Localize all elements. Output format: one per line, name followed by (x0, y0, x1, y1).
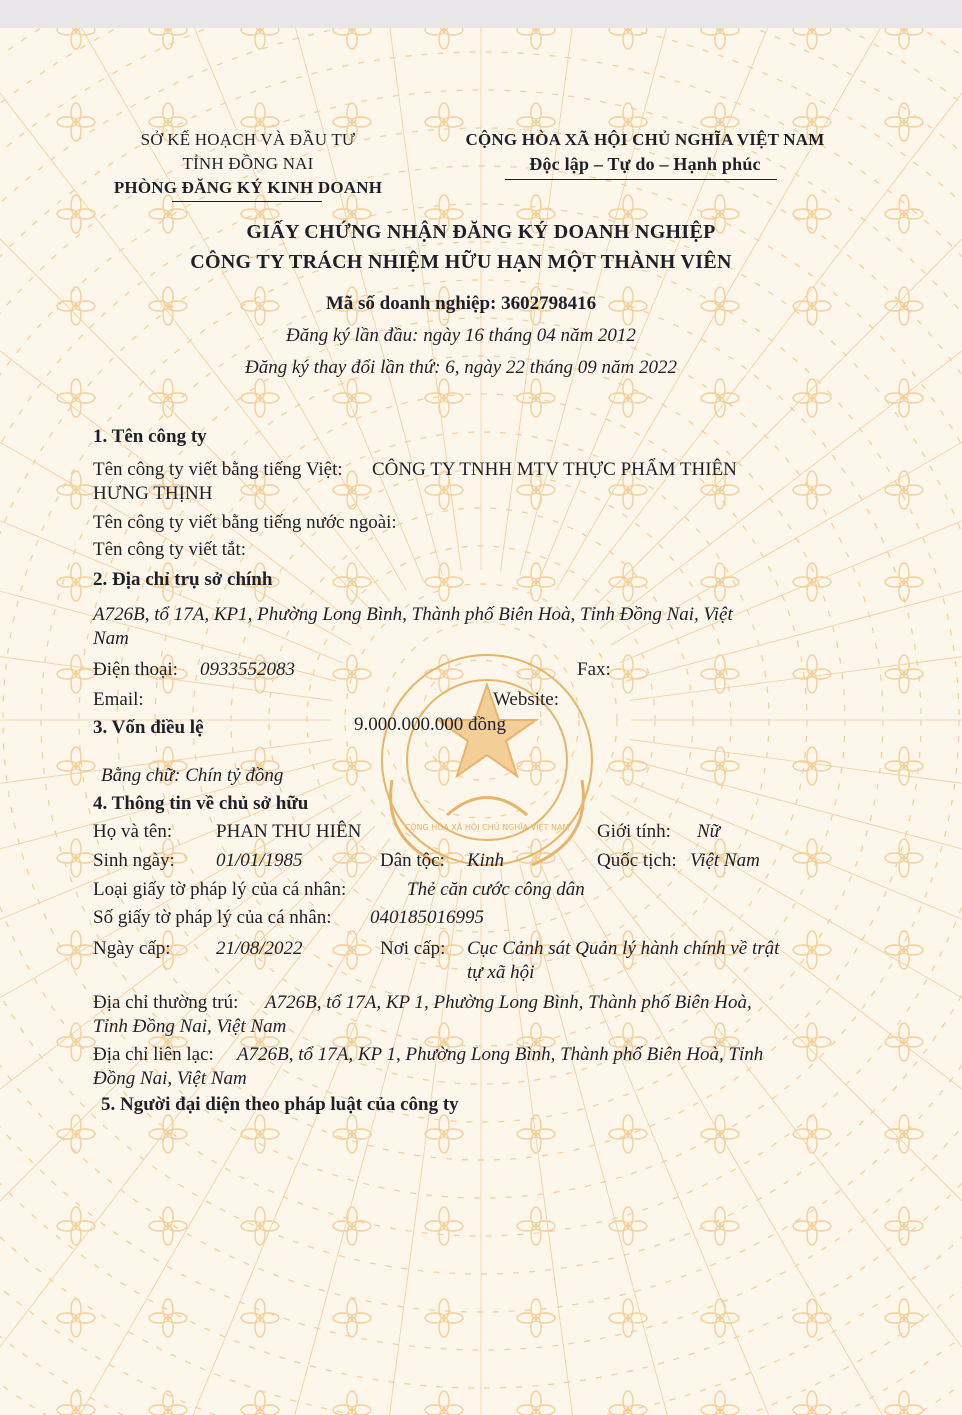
section4-heading: 4. Thông tin về chủ sở hữu (93, 793, 309, 814)
doc-type-value: Thẻ căn cước công dân (407, 879, 585, 900)
vn-name-value-2: HƯNG THỊNH (93, 483, 213, 504)
gender-value: Nữ (697, 821, 721, 842)
gender-label: Giới tính: (597, 821, 671, 842)
section5-heading: 5. Người đại diện theo pháp luật của công ty (101, 1094, 459, 1115)
fax-label: Fax: (577, 659, 611, 680)
header-motto: Độc lập – Tự do – Hạnh phúc (529, 154, 761, 174)
issue-place-value-2: tự xã hội (467, 962, 535, 983)
nationality-value: Việt Nam (690, 850, 760, 871)
doc-number-label: Số giấy tờ pháp lý của cá nhân: (93, 907, 332, 928)
doc-type-label: Loại giấy tờ pháp lý của cá nhân: (93, 879, 347, 900)
section3-heading: 3. Vốn điều lệ (93, 717, 204, 738)
dob-value: 01/01/1985 (216, 850, 303, 871)
permanent-address-label: Địa chỉ thường trú: (93, 992, 239, 1013)
section1-heading: 1. Tên công ty (93, 426, 207, 447)
header-dept: SỞ KẾ HOẠCH VÀ ĐẦU TƯ (140, 130, 356, 149)
ethnic-value: Kinh (467, 850, 504, 871)
dob-label: Sinh ngày: (93, 850, 175, 871)
ethnic-label: Dân tộc: (380, 850, 445, 871)
header-right-rule (505, 179, 777, 180)
phone-value: 0933552083 (200, 659, 295, 680)
hq-address-2: Nam (93, 628, 129, 649)
header-left-rule (172, 201, 322, 202)
foreign-name-label: Tên công ty viết bằng tiếng nước ngoài: (93, 512, 397, 533)
header-country: CỘNG HÒA XÃ HỘI CHỦ NGHĨA VIỆT NAM (465, 130, 825, 149)
phone-label: Điện thoại: (93, 659, 178, 680)
emblem-text: CỘNG HÒA XÃ HỘI CHỦ NGHĨA VIỆT NAM (404, 823, 570, 832)
website-label: Website: (493, 689, 560, 710)
short-name-label: Tên công ty viết tắt: (93, 539, 247, 560)
doc-number-value: 040185016995 (370, 907, 484, 928)
permanent-address-value-2: Tỉnh Đồng Nai, Việt Nam (93, 1016, 287, 1037)
contact-address-value-2: Đồng Nai, Việt Nam (93, 1068, 247, 1089)
contact-address-value-1: A726B, tổ 17A, KP 1, Phường Long Bình, Thành phố Biên Hoà, Tỉnh (237, 1044, 764, 1065)
company-type: CÔNG TY TRÁCH NHIỆM HỮU HẠN MỘT THÀNH VIÊN (190, 251, 732, 273)
contact-address-label: Địa chỉ liên lạc: (93, 1044, 214, 1065)
charter-capital: 9.000.000.000 đồng (354, 714, 506, 735)
enterprise-code: Mã số doanh nghiệp: 3602798416 (325, 293, 597, 314)
vn-name-value-1: CÔNG TY TNHH MTV THỰC PHẨM THIÊN (372, 459, 737, 480)
nationality-label: Quốc tịch: (597, 850, 677, 871)
change-registration: Đăng ký thay đổi lần thứ: 6, ngày 22 tháng 09 năm 2022 (244, 357, 677, 378)
owner-name-label: Họ và tên: (93, 821, 173, 842)
capital-in-words: Bằng chữ: Chín tỷ đồng (101, 765, 284, 786)
issue-date-label: Ngày cấp: (93, 938, 171, 959)
header-province: TỈNH ĐỒNG NAI (182, 154, 314, 173)
email-label: Email: (93, 689, 144, 710)
section2-heading: 2. Địa chỉ trụ sở chính (93, 569, 273, 590)
issue-place-label: Nơi cấp: (380, 938, 446, 959)
vn-name-label: Tên công ty viết bằng tiếng Việt: (93, 459, 343, 480)
hq-address-1: A726B, tổ 17A, KP1, Phường Long Bình, Thành phố Biên Hoà, Tỉnh Đồng Nai, Việt (93, 604, 733, 625)
issue-place-value-1: Cục Cảnh sát Quản lý hành chính về trật (467, 938, 780, 959)
header-office: PHÒNG ĐĂNG KÝ KINH DOANH (113, 178, 383, 197)
permanent-address-value-1: A726B, tổ 17A, KP 1, Phường Long Bình, Thành phố Biên Hoà, (265, 992, 752, 1013)
owner-name-value: PHAN THU HIÊN (216, 821, 362, 842)
issue-date-value: 21/08/2022 (216, 938, 303, 959)
first-registration: Đăng ký lần đầu: ngày 16 tháng 04 năm 2012 (286, 325, 636, 346)
certificate-title: GIẤY CHỨNG NHẬN ĐĂNG KÝ DOANH NGHIỆP (246, 221, 716, 243)
